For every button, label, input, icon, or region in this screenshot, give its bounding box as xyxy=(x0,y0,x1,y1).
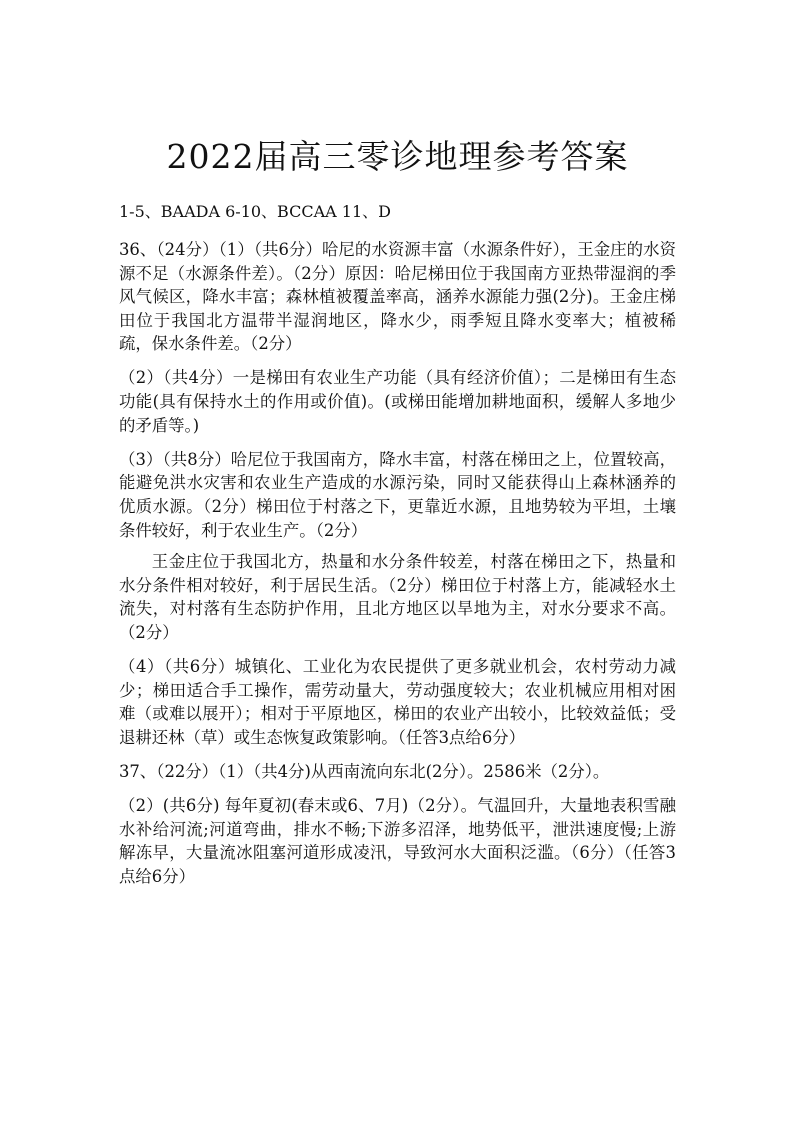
q37-part1-answer: 37、（22分）（1）（共4分)从西南流向东北(2分）。2586米（2分）。 xyxy=(119,761,610,781)
multiple-choice-answers: 1-5、BAADA 6-10、BCCAA 11、D xyxy=(119,202,391,221)
q36-part4-answer: （4）（共6分）城镇化、工业化为农民提供了更多就业机会，农村劳动力减少；梯田适合手工操作，需劳动量大，劳动强度较大；农业机械应用相对困难（或难以展开）；相对于平原地区，梯田的农业产出较小，比较效益低；受退耕还林（草）或生态恢复政策影响。（任答3点给6分） xyxy=(119,657,676,747)
q37-part2-answer: （2）(共6分) 每年夏初(春末或6、7月)（2分）。气温回升，大量地表积雪融水补给河流;河道弯曲，排水不畅;下游多沼泽，地势低平，泄洪速度慢;上游解冻早，大量流冰阻塞河道形成凌汛，导致河水大面积泛滥。（6分）（任答3点给6分） xyxy=(119,795,676,886)
page-title: 2022届高三零诊地理参考答案 xyxy=(166,137,629,176)
q36-part2-answer: （2）（共4分）一是梯田有农业生产功能（具有经济价值）；二是梯田有生态功能(具有保持水土的作用或价值)。(或梯田能增加耕地面积，缓解人多地少的矛盾等。) xyxy=(119,368,676,435)
q36-part3-continued: 王金庄位于我国北方，热量和水分条件较差，村落在梯田之下，热量和水分条件相对较好，利于居民生活。（2分）梯田位于村落上方，能减轻水土流失，对村落有生态防护作用，且北方地区以旱地为主，对水分要求不高。（2分） xyxy=(119,552,676,642)
q36-part3-answer: （3）（共8分）哈尼位于我国南方，降水丰富，村落在梯田之上，位置较高，能避免洪水灾害和农业生产造成的水源污染，同时又能获得山上森林涵养的优质水源。（2分）梯田位于村落之下，更靠近水源，且地势较为平坦，土壤条件较好，利于农业生产。（2分） xyxy=(119,449,676,540)
q36-part1-answer: 36、（24分）（1）（共6分）哈尼的水资源丰富（水源条件好），王金庄的水资源不足（水源条件差）。（2分）原因：哈尼梯田位于我国南方亚热带湿润的季风气候区，降水丰富；森林植被覆盖率高，涵养水源能力强(2分)。王金庄梯田位于我国北方温带半湿润地区，降水少，雨季短且降水变率大；植被稀疏，保水条件差。（2分） xyxy=(119,240,676,354)
